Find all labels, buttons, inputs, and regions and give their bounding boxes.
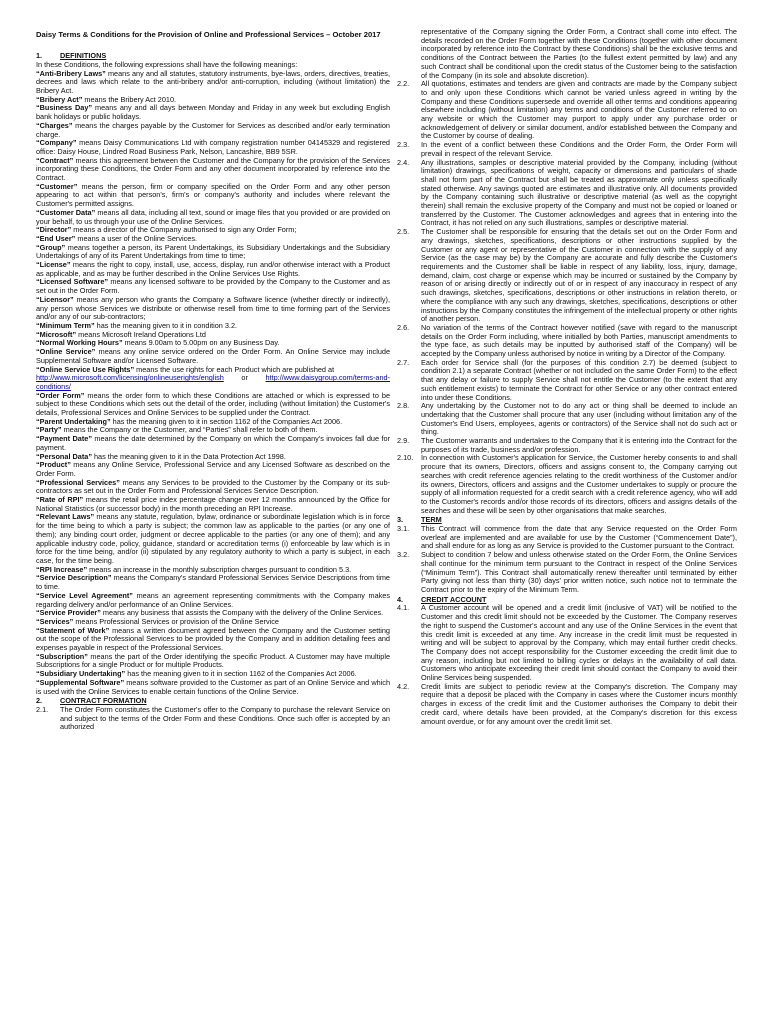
definition-term: “Payment Date” (36, 434, 92, 444)
definition-term: “Service Description” (36, 573, 112, 583)
definition-text: has the meaning given to it in the Data Protection Act 1998. (91, 451, 286, 461)
clause-text: Credit limits are subject to periodic review at the Company's discretion. The Company may require that a deposit be placed with the Company in cases where the Customer incurs monthly charges in excess of the credit limit and the Customer authorises the Company to debit their credit card, where details have been provided, at the Company's discretion for this excess amount overdue, or for any amount over the credit limit set. (421, 681, 737, 726)
definitions-list-continued (36, 392, 390, 697)
definition-term: “Statement of Work” (36, 625, 110, 635)
definition-term: “End User” (36, 233, 76, 243)
definition-text: means the Bribery Act 2010. (82, 94, 177, 104)
definition-item (36, 261, 390, 278)
definition-text: means any and all statutes, statutory instruments, bye-laws, orders, directives, treaties, decrees and laws which relate to the anti-bribery and/or anti-corruption, including (without limitation) the Bribery Act. (36, 68, 390, 96)
clause-item (397, 324, 737, 359)
clause-number: 2.5. (397, 227, 410, 237)
clause-text: No variation of the terms of the Contract however notified (save with regard to the manuscript details on the Order Form including, where initialled by both Parties, manuscript amendments to the type face, as such details may be inputted by authorised staff of the Company) will be accepted by the Company unless authorised by notice in writing by a Director of the Company. (421, 322, 737, 359)
definition-text: means any Services to be provided to the Customer by the Company or its sub-contractors as set out in the Order Form and Professional Services Service Description. (36, 477, 390, 496)
definition-text: means software provided to the Customer as part of an Online Service and which is used with the Online Services to enable certain functions of the Online Service. (36, 677, 390, 696)
definition-term: “Business Day” (36, 103, 93, 113)
definition-term: “Order Form” (36, 390, 85, 400)
clause-3-1 (397, 525, 737, 551)
definition-text: means any statute, regulation, bylaw, ordinance or subordinate legislation which is in force for the time being to which a party is subject; the common law as applicable to the parties (or any one of them); any binding court order, judgment or decree applicable to the parties (or any one of them); and any applicable industry code, policy, guidance, standard or accreditation terms (i) enforceable by law which is in force for the time being, and/or (ii) stipulated by any regulatory authority to which a party is subject, in each case, for the time being. (36, 512, 390, 565)
definition-term: “RPI Increase” (36, 564, 88, 574)
definition-text: means the right to copy, install, use, access, display, run and/or otherwise interact with a Product as applicable, and as may be further described in the Online Services Use Rights. (36, 260, 390, 278)
definition-text: means the part of the Order identifying the specific Product. A Customer may have multiple Subscriptions for a single Product or for multiple Products. (36, 651, 390, 670)
definition-term: “Anti-Bribery Laws” (36, 68, 106, 78)
clause-item (397, 141, 737, 158)
clause-2-1 (36, 706, 390, 732)
clause-number: 2.3. (397, 140, 410, 150)
definition-item (36, 278, 390, 295)
definition-term: “Online Service” (36, 347, 96, 357)
definition-text: means a user of the Online Services. (75, 233, 198, 243)
definition-item (36, 348, 390, 365)
definition-item (36, 122, 390, 139)
definition-text: means Microsoft Ireland Operations Ltd (76, 329, 206, 339)
definition-term: “Parent Undertaking” (36, 416, 111, 426)
clause-text: This Contract will commence from the date that any Service requested on the Order Form overleaf are implemented and are available for use by the Customer (“Commencement Date”), and shall endure for as long as any Service is provided to the Customer pursuant to the Contract. (421, 524, 737, 551)
definition-term: “Subsidiary Undertaking” (36, 669, 126, 679)
definition-term: “Customer Data” (36, 207, 96, 217)
section-title: DEFINITIONS (60, 51, 107, 61)
clause-4-1 (397, 604, 737, 682)
definition-item (36, 461, 390, 478)
clause-item (397, 402, 737, 437)
definition-term: “Service Provider” (36, 608, 101, 618)
clause-item (397, 359, 737, 403)
clause-number: 2.9. (397, 436, 410, 446)
definition-term: “Normal Working Hours” (36, 338, 123, 348)
clause-text: Any illustrations, samples or descriptive material provided by the Company, including (without limitation) drawings, specifications of weight, capacity or dimensions and particulars of shade shall not form part of the Contract but shall be treated as approximate only unless specifically stated otherwise. Any savings quoted are estimates and illustrative only. All documents provided by the Company containing such illustrative or descriptive material (as well as the copyright therein) shall remain the exclusive property of the Company and must not be copied or loaned or transferred by the Customer. The Customer acknowledges and agrees that in entering into the Contract, it has not relied on any such illustrations, samples or descriptive material. (421, 157, 737, 228)
definition-term: “Professional Services” (36, 477, 120, 487)
clause-item (397, 228, 737, 324)
definition-text: has the meaning given to it in section 1162 of the Companies Act 2006. (125, 669, 357, 679)
definition-item (36, 513, 390, 565)
definition-links (36, 374, 390, 391)
definition-item (36, 592, 390, 609)
clause-number: 2.4. (397, 157, 410, 167)
clause-text: All quotations, estimates and tenders are given and contracts are made by the Company subject to and only upon these Conditions which cannot be varied unless agreed in writing by the Company and these Conditions supersede and override all other terms and conditions appearing elsewhere including (without limitation) any terms and conditions of the Customer referred to on any website or which the Customer may purport to apply under any purchase order or acknowledgement of delivery or similar document, and/or established between the Company and the Customer by course of dealing. (421, 79, 737, 141)
clause-number: 3.1. (397, 524, 410, 534)
clause-text: Each order for Service shall (for the purposes of this condition 2.7) be deemed (subject to condition 2.1) a separate Contract (whether or not included on the same Order Form) to the effect that any delay or failure to supply Service shall not entitle the Customer (to the extent that any such entitlement exists) to terminate the Contract for other Service or any other contract entered into under these Conditions. (421, 357, 737, 402)
definition-text: means the charges payable by the Customer for Services as described and/or early termination charge. (36, 120, 390, 139)
clause-number: 4.1. (397, 603, 410, 613)
clause-text: The Customer warrants and undertakes to the Company that it is entering into the Contract for the purposes of its trade, business and/or profession. (421, 436, 737, 454)
definition-item (36, 627, 390, 653)
clause-item (397, 437, 737, 454)
section-number: 3. (397, 515, 404, 525)
definition-text: means a written document agreed between the Company and the Customer setting out the scope of the Professional Services to be provided by the Company and in addition detailing fees and expenses payable in respect of the Professional Services. (36, 625, 390, 653)
clause-3-2 (397, 551, 737, 595)
definition-item (36, 435, 390, 452)
definition-text: means any online service ordered on the Order Form. An Online Service may include Supplemental Software and/or Licensed Software. (36, 347, 390, 365)
section-number: 1. (36, 51, 43, 61)
definitions-list (36, 70, 390, 375)
clause-number: 2.7. (397, 357, 410, 367)
clause-item (397, 80, 737, 141)
definition-text: means this agreement between the Customer and the Company for the provision of the Services incorporating these Conditions, the Order Form and any other document incorporated by reference into the Contract. (36, 155, 390, 183)
definition-item (36, 157, 390, 183)
definition-text: means an agreement representing commitments with the Company makes regarding delivery and/or performance of an Online Services. (36, 590, 391, 609)
definition-text: means any licensed software to be provided by the Company to the Customer and as set out in the Order Form. (36, 277, 390, 296)
definition-text: means 9.00am to 5.00pm on any Business Day. (122, 338, 280, 348)
definition-text: means the retail price index percentage change over 12 months announced by the Office for National Statistics (or successor body) in the month preceding an RPI Increase. (36, 495, 390, 513)
definition-term: “Licensed Software” (36, 277, 109, 287)
definition-term: “Company” (36, 138, 77, 148)
definition-item (36, 296, 390, 322)
clause-text: Any undertaking by the Customer not to do any act or thing shall be deemed to include an undertaking that the Customer shall procure that any user (including without limitation any of the Customer's End Users, employees, agents or contractors) of the Service shall not do such act or thing. (421, 401, 737, 437)
definition-text: has the meaning given to it in condition 3.2. (94, 321, 238, 330)
clause-text: The Customer shall be responsible for ensuring that the details set out on the Order Form and any drawings, sketches, specifications, descriptions or other instructions supplied by the Customer or any agent or representative of the Customer in connection with the supply of any Service (as the case may be) by the Company are accurate and fully describe the Customer's requirements and the Customer shall be liable in respect of any liability, loss, injury, damage, demand, claim, cost charge or expense which may be incurred or sustained by the Company by reason of or arising directly or indirectly out of or in respect of any inaccuracy in respect of any such drawings, sketches, specifications, descriptions or other instructions in relation thereto, or where the compliance with any such any drawings, sketches, specifications, descriptions or other instructions by the Company constitutes the infringement of the intellectual property or other rights of another person. (421, 227, 737, 324)
definition-term: “Director” (36, 225, 72, 235)
definition-text: means an increase in the monthly subscription charges pursuant to condition 5.3. (87, 564, 352, 574)
definition-item (36, 574, 390, 591)
section-title: TERM (421, 515, 442, 525)
clause-number: 4.2. (397, 681, 410, 691)
definition-item (36, 139, 390, 156)
clause-4-2 (397, 683, 737, 727)
definition-text: means any Online Service, Professional Service and any Licensed Software as described on the Order Form. (36, 460, 390, 478)
definition-text: means all data, including all text, sound or image files that you provided or are provided on your behalf, to us through your use of the Online Services. (36, 207, 391, 226)
definition-item (36, 679, 390, 696)
definition-term: “Party” (36, 425, 62, 435)
clause-2-1-continued: representative of the Company signing the Order Form, a Contract shall come into effect. The details recorded on the Order Form together with these Conditions (together with other document incorporated by reference into the Contract by these Conditions) shall be the exclusive terms and conditions of the Contract between the Parties (to the fullest extent permitted by law) and any such Contract shall be conditional upon the credit status of the Customer being to the satisfaction of the Company (in its sole and absolute discretion). (421, 27, 737, 80)
clause-text: The Order Form constitutes the Customer's offer to the Company to purchase the relevant Service on and subject to the terms of the Order Form and these Conditions. Once such offer is accepted by an authorized (60, 704, 390, 732)
definition-text: means the order form to which these Conditions are attached or which is expressed to be subject to these Conditions which sets out the detail of the order, including (without limitation) the Customer's details, Professional Services and Online Services to be supplied under the Contract. (36, 390, 390, 418)
section-title: CREDIT ACCOUNT (421, 594, 487, 604)
definition-term: “Group” (36, 242, 66, 252)
definition-term: “Product” (36, 460, 71, 470)
definition-text: means together a person, its Parent Undertakings, its Subsidiary Undertakings and the Subsidiary Undertakings of any of its Parent Undertakings from time to time; (36, 242, 390, 261)
definition-item (36, 479, 390, 496)
clause-number: 2.1. (36, 704, 49, 714)
definition-term: “Relevant Laws” (36, 512, 95, 522)
clause-number: 2.2. (397, 79, 410, 89)
definition-text: means any and all days between Monday and Friday in any week but excluding English bank holidays or public holidays. (36, 103, 390, 122)
definition-term: “Subscription” (36, 651, 88, 661)
clause-number: 3.2. (397, 550, 410, 560)
definition-term: “Online Service Use Rights” (36, 364, 135, 374)
definition-term: “Rate of RPI” (36, 495, 84, 505)
definition-text: means any person who grants the Company a Software licence (whether directly or indirectly), any person whose Services we distribute or otherwise resell from time to time forming part of the Services and/or any of our sub-contractors; (36, 294, 390, 322)
definition-term: “Charges” (36, 120, 73, 130)
clause-number: 2.8. (397, 401, 410, 411)
definition-text: means the use rights for each Product which are published at (134, 364, 335, 374)
definition-item (36, 70, 390, 96)
left-column (36, 28, 390, 732)
clause-number: 2.10. (397, 453, 414, 463)
document-title: Daisy Terms & Conditions for the Provision of Online and Professional Services – October 2017 (36, 30, 381, 39)
definitions-intro: In these Conditions, the following expressions shall have the following meanings: (36, 59, 298, 69)
definition-text: means Professional Services or provision of the Online Service (73, 616, 279, 626)
definition-term: “License” (36, 260, 71, 270)
definition-term: “Contract” (36, 155, 74, 165)
definition-item (36, 392, 390, 418)
definition-term: “Service Level Agreement” (36, 590, 133, 600)
definition-text: means the date determined by the Company on which the Company's invoices fall due for payment. (36, 434, 391, 452)
definition-term: “Customer” (36, 181, 78, 191)
definition-term: “Microsoft” (36, 329, 77, 339)
terms-conditions-link[interactable]: http://www.daisygroup.com/terms-and-conditions/ (36, 373, 390, 391)
definition-text: means any business that assists the Company with the delivery of the Online Services. (100, 608, 384, 618)
definition-item (36, 244, 390, 261)
definition-text: means the Company's standard Professional Services Service Descriptions from time to time. (36, 573, 390, 592)
definition-text: has the meaning given to it in section 1162 of the Companies Act 2006. (110, 416, 343, 426)
section-number: 2. (36, 696, 43, 706)
definition-item (36, 496, 390, 513)
definition-text: means the person, firm or company specified on the Order Form and any other person appearing to act within that person's, firm's or company's authority and includes where relevant the Customer's permitted assigns. (36, 181, 390, 209)
section-title: CONTRACT FORMATION (60, 696, 147, 706)
definition-text: means the Company or the Customer, and “Parties” shall refer to both of them. (61, 425, 318, 435)
clause-text: In the event of a conflict between these Conditions and the Order Form, the Order Form will prevail in respect of the relevant Service. (421, 140, 737, 158)
online-use-rights-link[interactable]: http://www.microsoft.com/licensing/onlineuserights/english (36, 373, 224, 383)
clause-item (397, 454, 737, 515)
definition-term: “Bribery Act” (36, 94, 83, 104)
definition-item (36, 104, 390, 121)
clause-text: Subject to condition 7 below and unless otherwise stated on the Order Form, the Online Services shall continue for the minimum term pursuant to the Contract in respect of the Online Services (“Minimum Term”). This Contract shall automatically renew thereafter until terminated by either Party giving not less than thirty (30) days' prior written notice, such notice not to terminate the Contract prior to the expiry of the Minimum Term. (421, 550, 737, 594)
definition-term: “Supplemental Software” (36, 677, 125, 687)
clause-text: A Customer account will be opened and a credit limit (inclusive of VAT) will be notified to the Customer and this credit limit should not be exceeded by the Customer. The Company reserves the right to suspend the Customer's account and any use of the Online Services in the event that this credit limit is exceeded at any time. Any increase in the credit limit must be requested in writing and will be subject to approval by the Company, which may entail further credit checks. The Company does not accept responsibility for the Customer exceeding the credit limit due to any reason, including but not limited to billing cycles or delays in the availability of call data. Customers who anticipate exceeding their credit limit should contact the Company to avoid their Online Services being suspended. (421, 603, 737, 683)
definition-term: “Services” (36, 616, 74, 626)
definition-term: “Minimum Term” (36, 321, 95, 330)
definition-item (36, 209, 390, 226)
clause-text: In connection with Customer's application for Service, the Customer hereby consents to and shall procure that its owners, Directors, officers and assigns consent to, the Company carrying out searches with credit reference agencies relating to the credit worthiness of the Customer and/or its owners, Directors, officers and assigns and the Customer undertakes to supply or procure the supply of all information requested for a credit search with a credit reference agency, who will add to the Customer's records and/or those records of its directors, officers and assigns details of the searches and these will be seen by other organisations that make searches. (421, 453, 737, 515)
right-column (397, 28, 737, 726)
section-number: 4. (397, 594, 404, 604)
definition-item (36, 653, 390, 670)
definition-text: means a director of the Company authorised to sign any Order Form; (71, 225, 297, 235)
definition-term: “Licensor” (36, 294, 74, 304)
clauses-list (397, 80, 737, 515)
definition-text: means Daisy Communications Ltd with company registration number 04145329 and registered office: Daisy House, Lindred Road Business Park, Nelson, Lancashire, BB9 5SR. (36, 138, 390, 156)
definition-item (36, 183, 390, 209)
link-separator: or (223, 373, 266, 383)
clause-item (397, 159, 737, 229)
clause-number: 2.6. (397, 322, 410, 332)
definition-term: “Personal Data” (36, 451, 92, 461)
